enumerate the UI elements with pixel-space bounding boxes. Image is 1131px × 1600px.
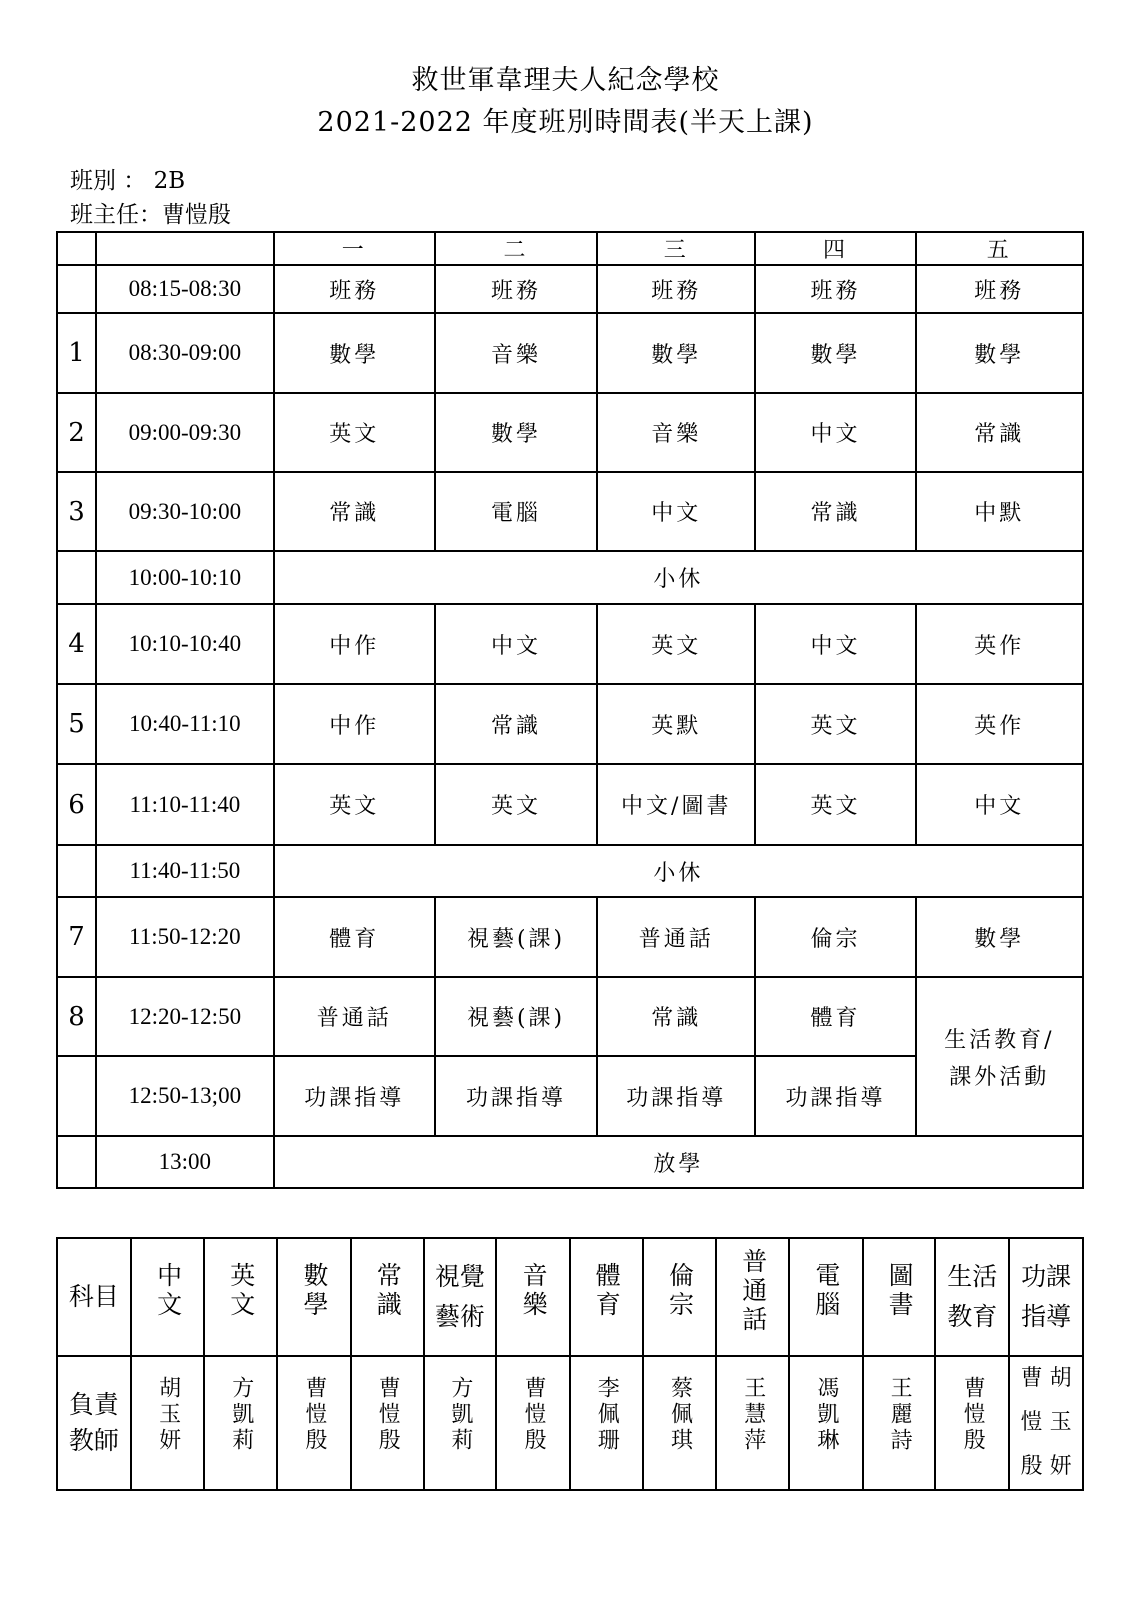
teacher-name-line: 曹 胡 bbox=[1020, 1366, 1072, 1391]
lesson-cell: 英默 bbox=[597, 684, 755, 764]
lesson-cell: 體育 bbox=[274, 897, 435, 977]
lesson-cell: 普通話 bbox=[597, 897, 755, 977]
subject-name: 中文 bbox=[153, 1262, 183, 1320]
subject-row bbox=[57, 1238, 1083, 1356]
subject-name-line: 藝術 bbox=[434, 1302, 485, 1331]
friday-merged-line: 生活教育/ bbox=[944, 1027, 1055, 1053]
lesson-cell: 功課指導 bbox=[274, 1056, 435, 1136]
subject-cell bbox=[935, 1238, 1009, 1356]
teacher-cell bbox=[277, 1356, 351, 1490]
period-number: 6 bbox=[57, 764, 96, 845]
timetable-row bbox=[57, 684, 1083, 764]
subject-cell bbox=[1009, 1238, 1083, 1356]
friday-merged-line: 課外活動 bbox=[949, 1064, 1050, 1090]
subject-cell bbox=[496, 1238, 570, 1356]
lesson-cell: 中作 bbox=[274, 684, 435, 764]
period-number: 7 bbox=[57, 897, 96, 977]
subject-name-line: 指導 bbox=[1021, 1302, 1072, 1331]
lesson-cell: 視藝(課) bbox=[435, 977, 597, 1056]
lesson-cell: 視藝(課) bbox=[435, 897, 597, 977]
lesson-cell: 音樂 bbox=[435, 313, 597, 393]
lesson-cell: 常識 bbox=[274, 472, 435, 551]
teacher-cell bbox=[789, 1356, 863, 1490]
lesson-cell: 常識 bbox=[755, 472, 915, 551]
subject-name: 圖書 bbox=[885, 1262, 915, 1320]
teacher-cell bbox=[351, 1356, 424, 1490]
time-slot: 09:30-10:00 bbox=[96, 472, 274, 551]
lesson-cell: 常識 bbox=[597, 977, 755, 1056]
subject-cell bbox=[716, 1238, 789, 1356]
teacher-cell bbox=[204, 1356, 277, 1490]
class-teacher-label: 班主任：曹愷殷 bbox=[70, 202, 231, 228]
subject-teacher-table bbox=[56, 1237, 1084, 1491]
subject-cell bbox=[351, 1238, 424, 1356]
subjects-header: 科目 bbox=[57, 1238, 131, 1356]
timetable-row bbox=[57, 1136, 1083, 1188]
lesson-cell: 功課指導 bbox=[755, 1056, 915, 1136]
lesson-cell: 班務 bbox=[916, 265, 1083, 313]
lesson-cell: 英文 bbox=[274, 393, 435, 472]
timetable-row bbox=[57, 604, 1083, 684]
teacher-cell bbox=[1009, 1356, 1083, 1490]
teacher-name: 王麗詩 bbox=[887, 1376, 913, 1454]
lesson-cell: 英作 bbox=[916, 604, 1083, 684]
lesson-cell: 中文 bbox=[597, 472, 755, 551]
time-slot: 10:00-10:10 bbox=[96, 551, 274, 604]
teacher-name: 李佩珊 bbox=[594, 1376, 620, 1454]
lesson-cell: 英文 bbox=[755, 764, 915, 845]
teacher-name-line: 愷 玉 bbox=[1020, 1410, 1072, 1435]
subject-name-line: 教育 bbox=[947, 1302, 998, 1331]
lesson-cell: 普通話 bbox=[274, 977, 435, 1056]
lesson-cell: 數學 bbox=[597, 313, 755, 393]
period-number: 1 bbox=[57, 313, 96, 393]
teacher-name: 方凱莉 bbox=[228, 1376, 254, 1454]
lesson-cell: 中默 bbox=[916, 472, 1083, 551]
teacher-cell bbox=[496, 1356, 570, 1490]
lesson-cell: 數學 bbox=[916, 897, 1083, 977]
period-number bbox=[57, 551, 96, 604]
time-slot: 12:20-12:50 bbox=[96, 977, 274, 1056]
subject-cell bbox=[424, 1238, 497, 1356]
day-header-cell: 一 bbox=[274, 232, 435, 265]
teacher-name-line: 殷 妍 bbox=[1020, 1454, 1072, 1479]
teacher-cell bbox=[424, 1356, 497, 1490]
subject-name-grid bbox=[435, 1257, 485, 1337]
teachers-header-line: 教師 bbox=[68, 1426, 119, 1455]
timetable bbox=[56, 231, 1084, 1189]
lesson-cell: 音樂 bbox=[597, 393, 755, 472]
time-slot: 11:10-11:40 bbox=[96, 764, 274, 845]
subject-cell bbox=[131, 1238, 205, 1356]
lesson-cell: 功課指導 bbox=[435, 1056, 597, 1136]
period-header-cell bbox=[57, 232, 96, 265]
teacher-name: 方凱莉 bbox=[447, 1376, 473, 1454]
teacher-name: 曹愷殷 bbox=[301, 1376, 327, 1454]
merged-slot: 小休 bbox=[274, 551, 1083, 604]
subject-name: 體育 bbox=[592, 1262, 622, 1320]
subject-name-grid bbox=[947, 1257, 997, 1337]
subject-cell bbox=[204, 1238, 277, 1356]
timetable-row bbox=[57, 265, 1083, 313]
timetable-row bbox=[57, 764, 1083, 845]
teacher-name: 曹愷殷 bbox=[375, 1376, 401, 1454]
teacher-name: 曹愷殷 bbox=[521, 1376, 547, 1454]
subject-name: 音樂 bbox=[519, 1262, 549, 1320]
period-number bbox=[57, 1136, 96, 1188]
day-header-cell: 四 bbox=[755, 232, 915, 265]
lesson-cell: 數學 bbox=[755, 313, 915, 393]
teacher-name: 馮凱琳 bbox=[813, 1376, 839, 1454]
time-slot: 10:10-10:40 bbox=[96, 604, 274, 684]
teacher-cell bbox=[570, 1356, 643, 1490]
lesson-cell: 中文 bbox=[435, 604, 597, 684]
teacher-cell bbox=[863, 1356, 936, 1490]
subject-cell bbox=[789, 1238, 863, 1356]
teachers-header bbox=[57, 1356, 131, 1490]
lesson-cell: 數學 bbox=[916, 313, 1083, 393]
teacher-row bbox=[57, 1356, 1083, 1490]
teacher-cell bbox=[935, 1356, 1009, 1490]
subject-name: 數學 bbox=[299, 1262, 329, 1320]
timetable-subtitle: 2021-2022 年度班別時間表(半天上課) bbox=[317, 107, 814, 138]
subject-name-line: 功課 bbox=[1021, 1262, 1072, 1291]
subject-name: 倫宗 bbox=[665, 1262, 695, 1320]
timetable-row bbox=[57, 845, 1083, 897]
period-number: 8 bbox=[57, 977, 96, 1056]
merged-slot: 放學 bbox=[274, 1136, 1083, 1188]
lesson-cell: 中文 bbox=[755, 393, 915, 472]
time-slot: 11:50-12:20 bbox=[96, 897, 274, 977]
subject-cell bbox=[863, 1238, 936, 1356]
time-slot: 08:30-09:00 bbox=[96, 313, 274, 393]
lesson-cell: 電腦 bbox=[435, 472, 597, 551]
period-number bbox=[57, 265, 96, 313]
time-slot: 10:40-11:10 bbox=[96, 684, 274, 764]
timetable-row bbox=[57, 393, 1083, 472]
teacher-cell bbox=[643, 1356, 717, 1490]
period-number: 5 bbox=[57, 684, 96, 764]
timetable-row bbox=[57, 472, 1083, 551]
period-number bbox=[57, 1056, 96, 1136]
subject-name-line: 視覺 bbox=[434, 1262, 485, 1291]
teacher-name: 胡玉妍 bbox=[155, 1376, 181, 1454]
lesson-cell: 倫宗 bbox=[755, 897, 915, 977]
teacher-name: 曹愷殷 bbox=[960, 1376, 986, 1454]
subject-name: 普通話 bbox=[738, 1247, 768, 1335]
lesson-cell: 中文 bbox=[916, 764, 1083, 845]
lesson-cell: 常識 bbox=[435, 684, 597, 764]
class-label: 班別 ： 2B bbox=[70, 168, 186, 194]
lesson-cell: 中文/圖書 bbox=[597, 764, 755, 845]
school-title: 救世軍韋理夫人紀念學校 bbox=[411, 65, 720, 96]
lesson-cell: 英作 bbox=[916, 684, 1083, 764]
lesson-cell: 英文 bbox=[597, 604, 755, 684]
lesson-cell: 班務 bbox=[597, 265, 755, 313]
lesson-cell: 英文 bbox=[274, 764, 435, 845]
timetable-row bbox=[57, 551, 1083, 604]
subject-cell bbox=[643, 1238, 717, 1356]
lesson-cell: 數學 bbox=[274, 313, 435, 393]
timetable-header-row bbox=[57, 232, 1083, 265]
teacher-cell bbox=[131, 1356, 205, 1490]
lesson-cell: 功課指導 bbox=[597, 1056, 755, 1136]
time-header-cell bbox=[96, 232, 274, 265]
timetable-row bbox=[57, 897, 1083, 977]
subject-name-grid bbox=[1021, 1257, 1071, 1337]
lesson-cell: 英文 bbox=[435, 764, 597, 845]
time-slot: 12:50-13;00 bbox=[96, 1056, 274, 1136]
lesson-cell: 體育 bbox=[755, 977, 915, 1056]
teacher-name-grid bbox=[1021, 1357, 1072, 1489]
lesson-cell: 班務 bbox=[274, 265, 435, 313]
timetable-row bbox=[57, 977, 1083, 1056]
period-number: 2 bbox=[57, 393, 96, 472]
subject-cell bbox=[277, 1238, 351, 1356]
subject-name: 電腦 bbox=[811, 1262, 841, 1320]
lesson-cell: 數學 bbox=[435, 393, 597, 472]
day-header-cell: 三 bbox=[597, 232, 755, 265]
lesson-cell: 英文 bbox=[755, 684, 915, 764]
period-number: 4 bbox=[57, 604, 96, 684]
merged-slot: 小休 bbox=[274, 845, 1083, 897]
day-header-cell: 五 bbox=[916, 232, 1083, 265]
timetable-row bbox=[57, 313, 1083, 393]
lesson-cell: 班務 bbox=[435, 265, 597, 313]
time-slot: 08:15-08:30 bbox=[96, 265, 274, 313]
period-number bbox=[57, 845, 96, 897]
friday-merged-cell bbox=[916, 977, 1083, 1136]
time-slot: 13:00 bbox=[96, 1136, 274, 1188]
lesson-cell: 班務 bbox=[755, 265, 915, 313]
period-number: 3 bbox=[57, 472, 96, 551]
teachers-header-line: 負責 bbox=[68, 1390, 119, 1419]
day-header-cell: 二 bbox=[435, 232, 597, 265]
lesson-cell: 中作 bbox=[274, 604, 435, 684]
subject-name: 英文 bbox=[226, 1262, 256, 1320]
subject-name-line: 生活 bbox=[947, 1262, 998, 1291]
time-slot: 09:00-09:30 bbox=[96, 393, 274, 472]
lesson-cell: 常識 bbox=[916, 393, 1083, 472]
teacher-cell bbox=[716, 1356, 789, 1490]
lesson-cell: 中文 bbox=[755, 604, 915, 684]
teacher-name: 王慧萍 bbox=[740, 1376, 766, 1454]
subject-cell bbox=[570, 1238, 643, 1356]
time-slot: 11:40-11:50 bbox=[96, 845, 274, 897]
teacher-name: 蔡佩琪 bbox=[667, 1376, 693, 1454]
subject-name: 常識 bbox=[373, 1262, 403, 1320]
